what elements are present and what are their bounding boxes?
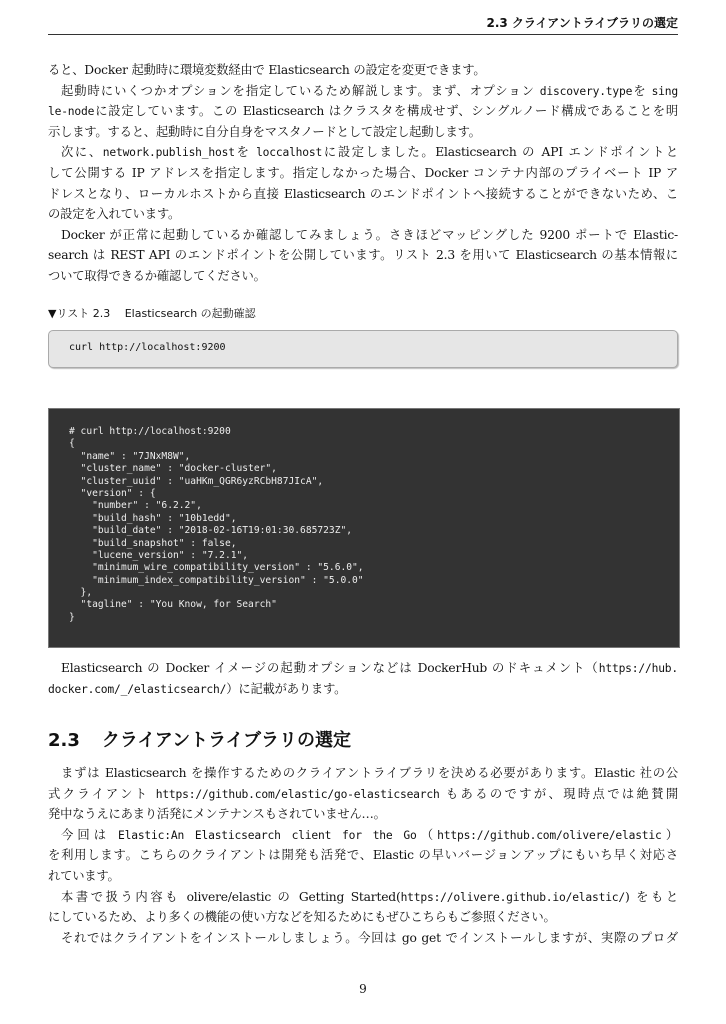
inline-code: Elastic:An Elasticsearch client for the Go [118,828,417,842]
text-line [48,928,678,949]
text-segment: 起動時にいくつかオプションを指定しているため解説します。まず、オプション [61,83,540,98]
text-line [48,784,678,805]
text-segment: ドレスとなり、ローカルホストから直接 Elasticsearch のエンドポイントへ接続することができないため、こ [48,186,678,201]
inline-code: https://github.com/olivere/elastic [437,828,662,842]
text-segment: Docker が正常に起動しているか確認してみましょう。さきほどマッピングした 9200 ポートで Elastic- [61,227,678,242]
section-heading [48,726,351,752]
text-segment: を [632,83,652,98]
output-line: "minimum_wire_compatibility_version" : "5.6.0", [69,562,364,574]
text-line [48,825,678,846]
text-line [48,122,678,143]
inline-code: discovery.type [539,84,633,98]
text-segment: 式クライアント [48,786,156,801]
output-line: "minimum_index_compatibility_version" : "5.0.0" [69,574,364,586]
output-line: "version" : { [69,487,156,499]
inline-code: loccalhost [256,146,323,160]
inline-code: https://olivere.github.io/elastic/ [400,890,626,904]
text-segment: にしているため、より多くの機能の使い方などを知るためにもぜひこちらもご参照ください。 [48,910,556,925]
text-line [48,245,678,266]
text-line [48,60,678,81]
text-segment: に設定しました。Elasticsearch の API エンドポイントと [322,145,678,160]
output-line: } [69,611,75,623]
text-segment: もあるのですが、現時点では絶賛開 [439,786,678,801]
text-segment: 次に、 [61,145,103,160]
text-line [48,101,678,122]
output-line: "build_snapshot" : false, [69,537,237,549]
output-line: "cluster_uuid" : "uaHKm_QGR6yzRCbH87JIcA", [69,475,324,487]
text-segment: の設定を入れています。 [48,207,181,222]
text-segment: 今回は [61,827,119,842]
text-segment: れています。 [48,868,120,883]
inline-code: network.publish_host [102,146,235,160]
output-line: { [69,438,75,450]
text-line [48,266,678,287]
text-line [48,845,678,866]
text-segment: まずは Elasticsearch を操作するためのクライアントライブラリを決める必要があります。Elastic 社の公 [61,766,678,780]
paragraph-block-client-library [48,763,678,948]
text-segment: を利用します。こちらのクライアントは開発も活発で、Elastic の早いバージョンアップにもいち早く対応さ [48,848,678,863]
inline-code: https://hub. [598,662,678,675]
text-line [48,866,678,887]
inline-code: docker.com/_/elasticsearch/ [48,682,227,696]
text-segment: して公開する IP アドレスを指定します。指定しなかった場合、Docker コンテナ内部のプライベート IP ア [48,165,678,180]
text-segment: 発中なうえにあまり活発にメンテナンスもされていません…。 [48,807,386,822]
text-line [48,204,678,225]
text-segment: に設定しています。この Elasticsearch はクラスタを構成せず、シングルノード構成であることを明 [94,104,678,119]
running-header: 2.3 クライアントライブラリの選定 [48,12,678,35]
text-segment: ると、Docker 起動時に環境変数経由で Elasticsearch の設定を変更できます。 [48,63,486,77]
terminal-output-box [48,408,680,648]
section-title: クライアントライブラリの選定 [101,730,352,751]
text-line [48,184,678,205]
text-line [48,163,678,184]
output-line: "tagline" : "You Know, for Search" [69,599,277,611]
inline-code: https://github.com/elastic/go-elasticsearch [155,787,440,801]
text-segment: ついて取得できるか確認してください。 [48,268,266,283]
text-segment: ） [661,827,678,842]
text-segment: 示します。すると、起動時に自分自身をマスタノードとして設定し起動します。 [48,124,481,139]
text-line [48,225,678,246]
command-code-box [48,330,678,368]
text-segment: それではクライアントをインストールしましょう。今回は go get でインストールしますが、実際のプロダ [61,930,678,945]
text-line [48,658,678,679]
text-segment: ）に記載があります。 [226,681,347,696]
text-segment: を [234,145,257,160]
output-line: "cluster_name" : "docker-cluster", [69,463,277,475]
text-line [48,887,678,908]
inline-code: le-node [48,105,95,119]
text-line [48,142,678,163]
listing-caption: ▼リスト 2.3 Elasticsearch の起動確認 [48,307,256,320]
text-line [48,907,678,928]
text-segment: （ [416,827,438,842]
text-segment: ) をもと [625,889,678,904]
text-segment: 本書で扱う内容も olivere/elastic の Getting Started( [61,889,401,904]
inline-code: sing [651,84,678,98]
output-line: "name" : "7JNxM8W", [69,450,191,462]
paragraph-block-dockerhub [48,658,678,699]
output-line: "build_date" : "2018-02-16T19:01:30.685723Z", [69,525,353,537]
text-line [48,81,678,102]
text-line [48,804,678,825]
text-segment: search は REST API のエンドポイントを公開しています。リスト 2.3 を用いて Elasticsearch の基本情報に [48,248,678,263]
output-line: # curl http://localhost:9200 [69,426,231,437]
output-line: "build_hash" : "10b1edd", [69,512,237,524]
page-number: 9 [359,982,367,996]
text-segment: Elasticsearch の Docker イメージの起動オプションなどは DockerHub のドキュメント（ [61,661,599,675]
text-line [48,679,678,700]
output-line: }, [69,587,93,599]
paragraph-block-docker-setup [48,60,678,287]
output-line: "lucene_version" : "7.2.1", [69,549,249,561]
text-line [48,763,678,784]
section-number: 2.3 [48,730,80,751]
output-line: "number" : "6.2.2", [69,500,202,512]
command-text: curl http://localhost:9200 [69,342,226,353]
